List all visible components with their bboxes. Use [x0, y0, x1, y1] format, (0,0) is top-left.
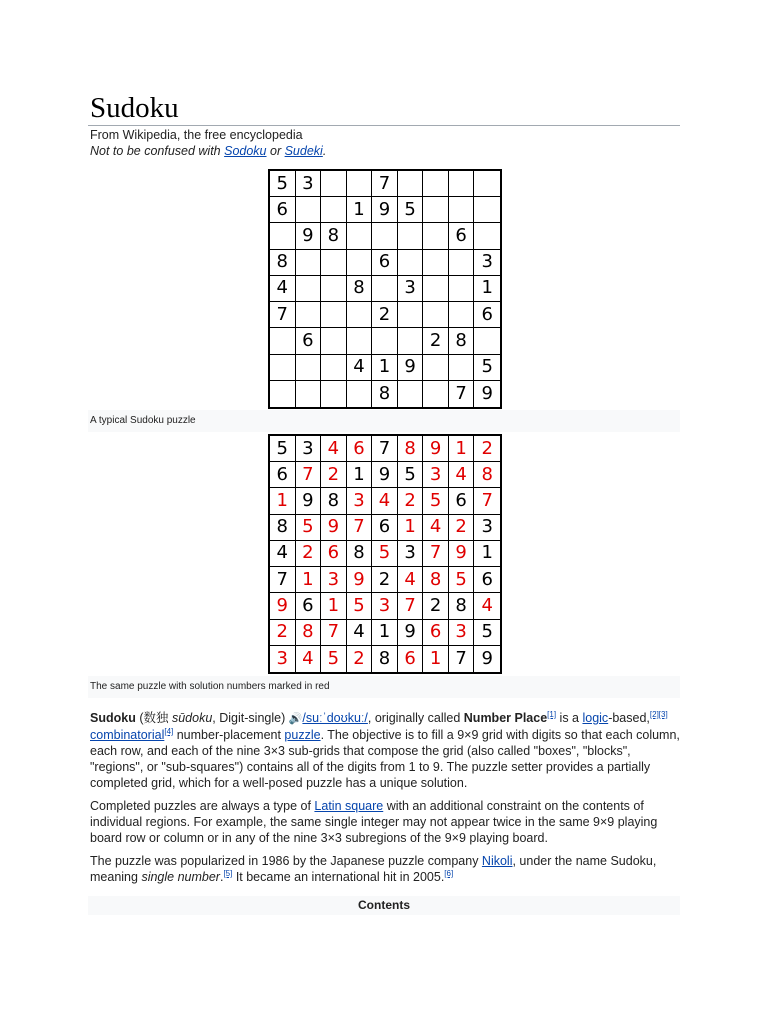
sudoku-cell: 8 — [270, 250, 296, 276]
sudoku-cell: 4 — [270, 541, 296, 567]
sudoku-cell — [423, 171, 449, 197]
sudoku-cell — [423, 223, 449, 249]
sudoku-cell — [296, 276, 322, 302]
sudoku-cell — [347, 223, 373, 249]
hatnote-prefix: Not to be confused with — [90, 144, 225, 158]
sudoku-cell: 9 — [423, 436, 449, 462]
sudoku-cell: 9 — [481, 647, 493, 669]
sudoku-cell: 2 — [372, 567, 398, 593]
sudoku-cell: 5 — [398, 462, 424, 488]
sudoku-cell: 9 — [321, 515, 347, 541]
link-latin-square[interactable]: Latin square — [314, 799, 384, 813]
sudoku-cell: 5 — [474, 355, 500, 381]
sudoku-cell — [398, 328, 424, 354]
sudoku-cell: 5 — [372, 541, 398, 567]
sudoku-cell: 8 — [423, 567, 449, 593]
sudoku-cell: 7 — [449, 646, 475, 672]
sudoku-cell: 6 — [474, 567, 500, 593]
sudoku-cell: 1 — [270, 488, 296, 514]
sudoku-cell: 7 — [321, 620, 347, 646]
sudoku-cell: 9 — [481, 382, 493, 404]
sudoku-puzzle-grid — [268, 169, 502, 409]
sudoku-cell: 3 — [449, 620, 475, 646]
text-span: , under the name Sudoku, meaning — [90, 854, 657, 884]
sudoku-cell: 7 — [296, 462, 322, 488]
sudoku-cell: 9 — [270, 593, 296, 619]
sudoku-cell: 5 — [296, 515, 322, 541]
sudoku-cell: 6 — [347, 436, 373, 462]
sudoku-cell — [372, 276, 398, 302]
sudoku-cell: 2 — [321, 462, 347, 488]
sudoku-cell — [296, 197, 322, 223]
text-span: . The objective is to fill a 9×9 grid with digits so that each column, each row, and each of the nine 3×3 sub-grids that compose the grid (also called "boxes", "blocks", "regions", or "sub-squares") contains all of the digits from 1 to 9. The puzzle setter provides a partially completed grid, which for a well-posed puzzle has a unique solution. — [90, 728, 680, 790]
sudoku-cell: 4 — [449, 462, 475, 488]
sudoku-cell: 6 — [296, 593, 322, 619]
sudoku-cell: 1 — [296, 567, 322, 593]
sudoku-cell — [474, 171, 500, 197]
sudoku-cell — [347, 302, 373, 328]
sudoku-cell — [398, 381, 424, 407]
sudoku-cell: 2 — [372, 302, 398, 328]
sudoku-cell: 5 — [270, 171, 296, 197]
sudoku-cell — [449, 302, 475, 328]
sudoku-cell: 6 — [270, 462, 296, 488]
sudoku-cell: 8 — [270, 515, 296, 541]
sudoku-cell: 7 — [270, 302, 296, 328]
sudoku-cell: 9 — [347, 567, 373, 593]
link-logic[interactable]: logic — [582, 711, 609, 725]
sudoku-cell: 8 — [321, 488, 347, 514]
hatnote-suffix: . — [322, 144, 327, 158]
sudoku-cell: 2 — [423, 328, 449, 354]
sudoku-cell: 1 — [449, 436, 475, 462]
sudoku-cell: 1 — [423, 646, 449, 672]
sudoku-cell — [423, 381, 449, 407]
sudoku-cell — [474, 328, 500, 354]
intro-paragraph-2 — [90, 798, 680, 846]
sudoku-cell — [398, 302, 424, 328]
sudoku-cell — [372, 223, 398, 249]
text-span: number-placement — [173, 728, 285, 742]
ref-1[interactable]: [1] — [547, 709, 557, 719]
ref-2[interactable]: [2] — [649, 709, 659, 719]
sudoku-cell: 3 — [398, 541, 424, 567]
text-span: Completed puzzles are always a type of — [90, 799, 315, 813]
sudoku-cell — [474, 197, 500, 223]
sudoku-cell — [296, 381, 322, 407]
sudoku-cell — [423, 276, 449, 302]
sudoku-cell: 8 — [372, 381, 398, 407]
page-title: Sudoku — [90, 92, 179, 124]
sudoku-cell: 8 — [449, 328, 475, 354]
sudoku-cell — [321, 328, 347, 354]
sudoku-cell: 9 — [296, 488, 322, 514]
sudoku-cell: 9 — [398, 620, 424, 646]
sudoku-cell — [321, 197, 347, 223]
sudoku-cell: 5 — [347, 593, 373, 619]
sudoku-cell: 3 — [296, 171, 322, 197]
meaning-text: single number — [141, 870, 220, 884]
sudoku-cell — [321, 276, 347, 302]
sudoku-cell: 4 — [372, 488, 398, 514]
text-span: -based, — [608, 711, 650, 725]
sudoku-cell: 1 — [372, 355, 398, 381]
sudoku-cell — [372, 328, 398, 354]
sudoku-cell: 4 — [398, 567, 424, 593]
sudoku-cell: 3 — [270, 646, 296, 672]
kanji-text: 数独 — [143, 711, 169, 725]
sudoku-cell: 4 — [321, 436, 347, 462]
sudoku-cell — [449, 250, 475, 276]
ref-3[interactable]: [3] — [658, 709, 668, 719]
sudoku-cell: 6 — [423, 620, 449, 646]
sudoku-cell: 9 — [296, 223, 322, 249]
sudoku-cell: 3 — [347, 488, 373, 514]
hatnote — [90, 144, 326, 159]
sudoku-cell: 2 — [423, 593, 449, 619]
term-sudoku: Sudoku — [90, 711, 136, 725]
sudoku-cell: 4 — [474, 593, 500, 619]
sudoku-cell: 7 — [270, 567, 296, 593]
sudoku-cell — [449, 171, 475, 197]
sudoku-cell: 5 — [449, 567, 475, 593]
sudoku-cell — [449, 197, 475, 223]
sudoku-cell: 9 — [398, 355, 424, 381]
sudoku-cell: 8 — [372, 646, 398, 672]
sudoku-cell: 2 — [296, 541, 322, 567]
sudoku-cell: 1 — [372, 620, 398, 646]
sudoku-cell: 8 — [347, 276, 373, 302]
sudoku-cell — [270, 328, 296, 354]
ref-6[interactable]: [6] — [444, 868, 454, 878]
hatnote-mid: or — [266, 144, 285, 158]
sudoku-cell: 7 — [372, 436, 398, 462]
sudoku-cell — [347, 328, 373, 354]
speaker-icon[interactable]: 🔊 — [288, 712, 303, 725]
sudoku-cell: 8 — [398, 436, 424, 462]
sudoku-cell — [270, 223, 296, 249]
sudoku-cell: 8 — [449, 593, 475, 619]
sudoku-cell: 4 — [270, 276, 296, 302]
sudoku-cell: 5 — [398, 197, 424, 223]
sudoku-cell: 6 — [321, 541, 347, 567]
sudoku-cell: 3 — [423, 462, 449, 488]
sudoku-cell — [321, 171, 347, 197]
sudoku-cell: 6 — [372, 515, 398, 541]
sudoku-cell: 3 — [321, 567, 347, 593]
text-span: . — [219, 870, 224, 884]
sudoku-cell: 9 — [372, 462, 398, 488]
sudoku-cell — [423, 250, 449, 276]
sudoku-cell — [296, 250, 322, 276]
sudoku-cell: 3 — [372, 593, 398, 619]
link-nikoli[interactable]: Nikoli — [481, 854, 513, 868]
ref-5[interactable]: [5] — [223, 868, 233, 878]
sudoku-cell: 8 — [347, 541, 373, 567]
sudoku-cell: 5 — [474, 620, 500, 646]
intro-paragraph-1 — [90, 710, 680, 791]
sudoku-cell — [449, 276, 475, 302]
text-span: , originally called — [367, 711, 464, 725]
sudoku-cell: 2 — [474, 436, 500, 462]
romaji-text: sūdoku — [171, 711, 213, 725]
intro-paragraph-3 — [90, 853, 680, 885]
sudoku-cell — [398, 250, 424, 276]
sudoku-cell: 6 — [372, 250, 398, 276]
sudoku-cell: 6 — [449, 223, 475, 249]
text-span: It became an international hit in 2005. — [232, 870, 445, 884]
sudoku-cell: 1 — [474, 541, 500, 567]
contents-heading[interactable]: Contents — [88, 896, 680, 915]
text-span: with an additional constraint on the contents of individual regions. For example, the same single integer may not appear twice in the same 9×9 playing board row or column or in any of the nine 3×3 subregions of the 9×9 playing board. — [90, 799, 658, 845]
sudoku-cell: 2 — [398, 488, 424, 514]
sudoku-cell — [398, 171, 424, 197]
sudoku-cell: 3 — [474, 250, 500, 276]
sudoku-cell: 2 — [449, 515, 475, 541]
sudoku-cell: 8 — [321, 223, 347, 249]
sudoku-cell: 2 — [270, 620, 296, 646]
sudoku-cell: 8 — [474, 462, 500, 488]
sudoku-cell — [296, 302, 322, 328]
sudoku-cell — [474, 223, 500, 249]
sudoku-cell: 3 — [474, 515, 500, 541]
text-span: ( — [135, 711, 144, 725]
ipa-link[interactable]: /suːˈdoʊkuː/ — [302, 711, 368, 725]
site-tagline: From Wikipedia, the free encyclopedia — [90, 128, 303, 142]
sudoku-cell: 7 — [372, 171, 398, 197]
sudoku-cell: 3 — [296, 436, 322, 462]
puzzle-caption: A typical Sudoku puzzle — [88, 410, 680, 432]
text-span: The puzzle was popularized in 1986 by the Japanese puzzle company — [90, 854, 482, 868]
text-span: , Digit-single) — [212, 711, 289, 725]
sudoku-cell — [270, 381, 296, 407]
sudoku-cell: 4 — [423, 515, 449, 541]
sudoku-cell: 6 — [270, 197, 296, 223]
sudoku-cell — [321, 302, 347, 328]
sudoku-cell: 1 — [347, 197, 373, 223]
hatnote-link-sodoku[interactable]: Sodoku — [224, 144, 267, 158]
sudoku-cell: 4 — [347, 355, 373, 381]
hatnote-link-sudeki[interactable]: Sudeki — [284, 144, 323, 158]
sudoku-cell — [270, 355, 296, 381]
sudoku-cell: 1 — [321, 593, 347, 619]
sudoku-cell: 7 — [398, 593, 424, 619]
sudoku-cell — [423, 197, 449, 223]
sudoku-cell: 8 — [296, 620, 322, 646]
sudoku-cell: 5 — [321, 646, 347, 672]
ref-4[interactable]: [4] — [164, 726, 174, 736]
sudoku-cell — [449, 355, 475, 381]
sudoku-cell: 7 — [449, 381, 475, 407]
sudoku-cell: 7 — [474, 488, 500, 514]
sudoku-cell: 4 — [347, 620, 373, 646]
sudoku-cell — [347, 171, 373, 197]
sudoku-cell: 5 — [423, 488, 449, 514]
sudoku-cell — [398, 223, 424, 249]
link-puzzle[interactable]: puzzle — [284, 728, 321, 742]
sudoku-solution-grid — [268, 434, 502, 674]
solution-caption: The same puzzle with solution numbers marked in red — [88, 676, 680, 698]
sudoku-cell: 6 — [296, 328, 322, 354]
sudoku-cell: 2 — [347, 646, 373, 672]
sudoku-cell: 1 — [398, 515, 424, 541]
sudoku-cell: 1 — [347, 462, 373, 488]
sudoku-cell: 6 — [398, 646, 424, 672]
sudoku-cell — [321, 381, 347, 407]
sudoku-cell: 6 — [449, 488, 475, 514]
text-span: is a — [556, 711, 583, 725]
sudoku-cell: 7 — [347, 515, 373, 541]
sudoku-cell: 6 — [474, 302, 500, 328]
sudoku-cell — [347, 250, 373, 276]
sudoku-cell: 7 — [423, 541, 449, 567]
sudoku-cell: 5 — [270, 436, 296, 462]
sudoku-cell: 9 — [372, 197, 398, 223]
sudoku-cell: 9 — [449, 541, 475, 567]
title-divider — [88, 125, 680, 126]
term-number-place: Number Place — [463, 711, 548, 725]
sudoku-cell: 4 — [296, 646, 322, 672]
sudoku-cell — [423, 355, 449, 381]
link-combinatorial[interactable]: combinatorial — [90, 728, 165, 742]
sudoku-cell — [347, 381, 373, 407]
sudoku-cell — [296, 355, 322, 381]
sudoku-cell — [321, 355, 347, 381]
sudoku-cell: 1 — [474, 276, 500, 302]
sudoku-cell — [321, 250, 347, 276]
sudoku-cell: 3 — [398, 276, 424, 302]
sudoku-cell — [423, 302, 449, 328]
